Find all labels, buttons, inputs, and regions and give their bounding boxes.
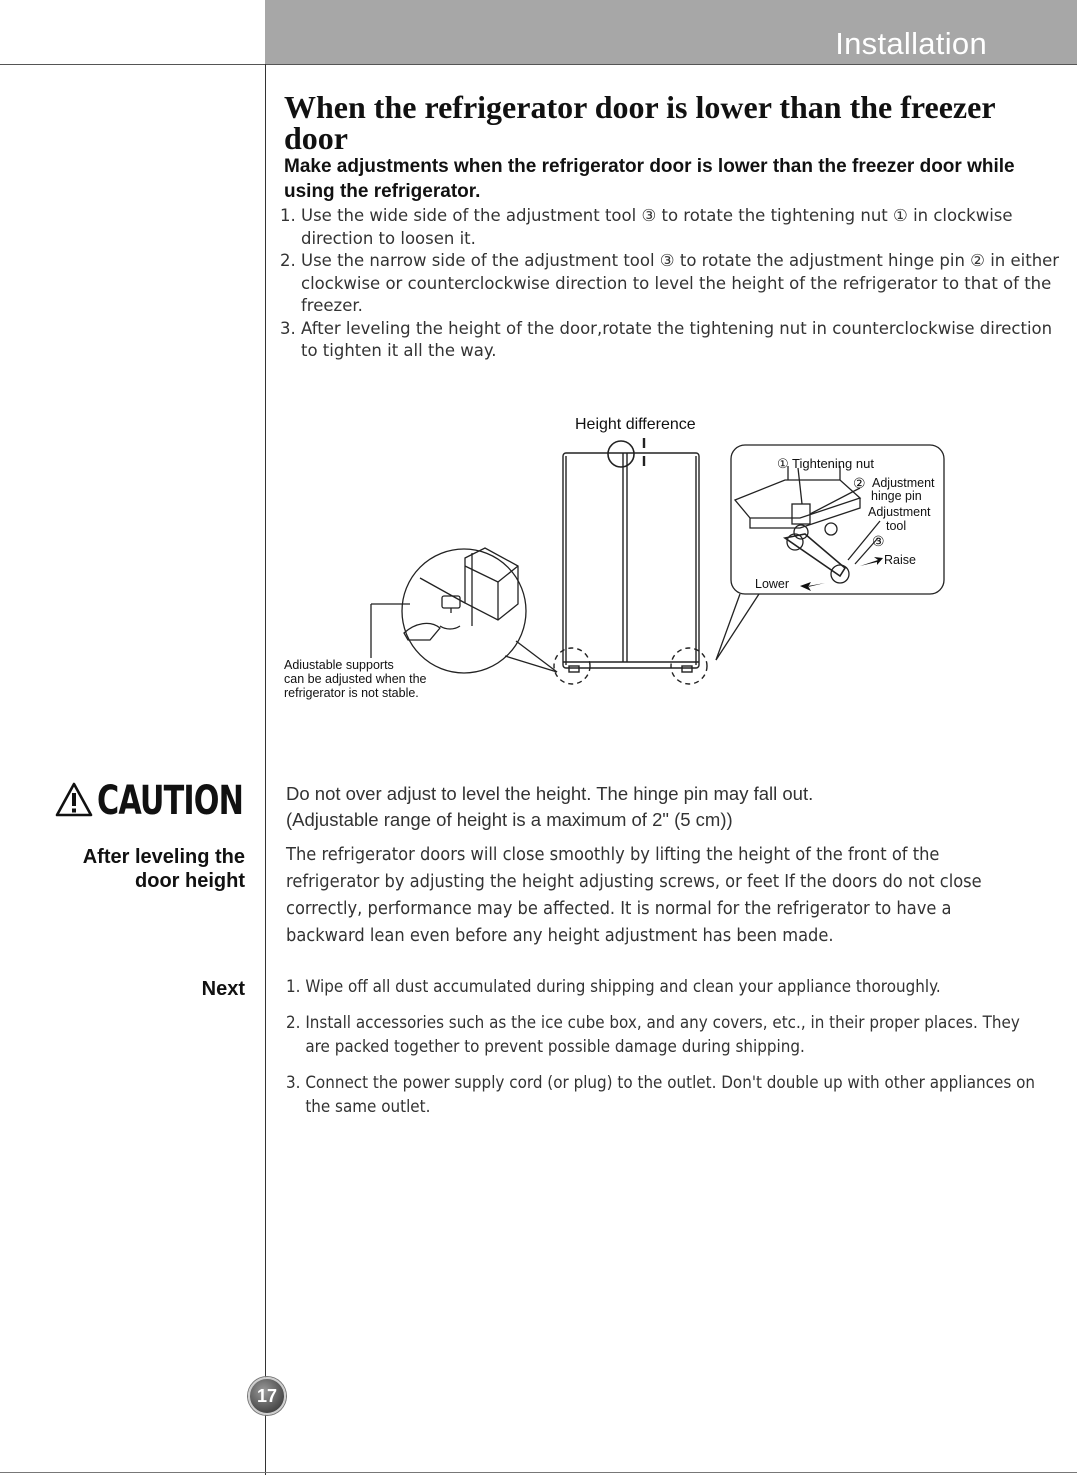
next-label: Next [201,978,245,1000]
step-text: Connect the power supply cord (or plug) to the outlet. Don't double up with other appliances on the same outlet. [305,1073,1035,1116]
after-leveling-label [83,845,245,893]
after-leveling-text: The refrigerator doors will close smoothly by lifting the height of the front of the refrigerator by adjusting the height adjusting screws, or feet If the doors do not close correctly, performance may be affected. It is normal for the refrigerator to have a backward lean even before any height adjustment has been made. [286,845,982,946]
list-item [280,205,1060,250]
step-number: 3. [286,1073,301,1092]
list-item [280,250,1060,318]
step-number: 1. [286,977,301,996]
step-text: Use the wide side of the adjustment tool ③ to rotate the tightening nut ① in clockwise direction to loosen it. [301,206,1013,248]
adjustment-tool-number: ③ [872,533,885,549]
step-number: 2. [286,1013,301,1032]
caution-heading [55,778,250,824]
caution-text [286,781,1046,833]
step-text: Install accessories such as the ice cube box, and any covers, etc., in their proper places. They are packed together to prevent possible damage during shipping. [305,1013,1020,1056]
adjustment-tool-label-line1: Adjustment [868,505,931,519]
section-title: Installation [835,26,987,61]
step-text: Use the narrow side of the adjustment tool ③ to rotate the adjustment hinge pin ② in either clockwise or counterclockwise direction to level the height of the refrigerator to that of the freezer. [301,251,1060,315]
adjustment-tool-label-line2: tool [886,519,907,533]
raise-label: Raise [884,553,916,567]
warning-triangle-icon [55,782,93,818]
supports-label-line2: can be adjusted when the [284,672,427,686]
supports-label-line3: refrigerator is not stable. [284,686,419,700]
hinge-pin-label-line1: Adjustment [872,476,935,490]
header-divider [0,64,1077,65]
list-item [286,1071,1040,1119]
page-title: When the refrigerator door is lower than the freezer door [284,89,995,156]
footer-divider [0,1472,1077,1473]
caution-line-2: (Adjustable range of height is a maximum of 2" (5 cm)) [286,809,733,830]
lower-label: Lower [755,577,790,591]
step-number: 1. [280,206,296,225]
caution-line-1: Do not over adjust to level the height. The hinge pin may fall out. [286,783,814,804]
margin-divider [265,64,266,1475]
door-adjustment-illustration [280,408,960,708]
list-item [286,1011,1040,1059]
install-steps-list [280,205,1060,363]
page-subtitle: Make adjustments when the refrigerator door is lower than the freezer door while using the refrigerator. [284,156,1015,202]
hinge-pin-number: ② [853,475,866,491]
tightening-nut-label: ① Tightening nut [777,456,874,471]
after-leveling-label-line2: door height [135,870,245,892]
caution-title: CAUTION [97,778,244,824]
step-text: Wipe off all dust accumulated during shipping and clean your appliance thoroughly. [305,977,941,996]
step-number: 3. [280,318,296,338]
next-steps-list [286,975,1040,1131]
after-leveling-label-line1: After leveling the [82,846,245,868]
page-number: 17 [248,1377,286,1415]
list-item [286,975,1040,999]
hinge-pin-label-line2: hinge pin [871,489,922,503]
step-number: 2. [280,251,296,270]
step-text: After leveling the height of the door,rotate the tightening nut in counterclockwise direction to tighten it all the way. [301,318,1053,360]
list-item [280,318,1060,363]
height-difference-label: Height difference [575,416,696,433]
refrigerator-drawing [554,438,707,684]
supports-label-line1: Adiustable supports [284,658,394,672]
foot-detail-callout [371,548,557,673]
